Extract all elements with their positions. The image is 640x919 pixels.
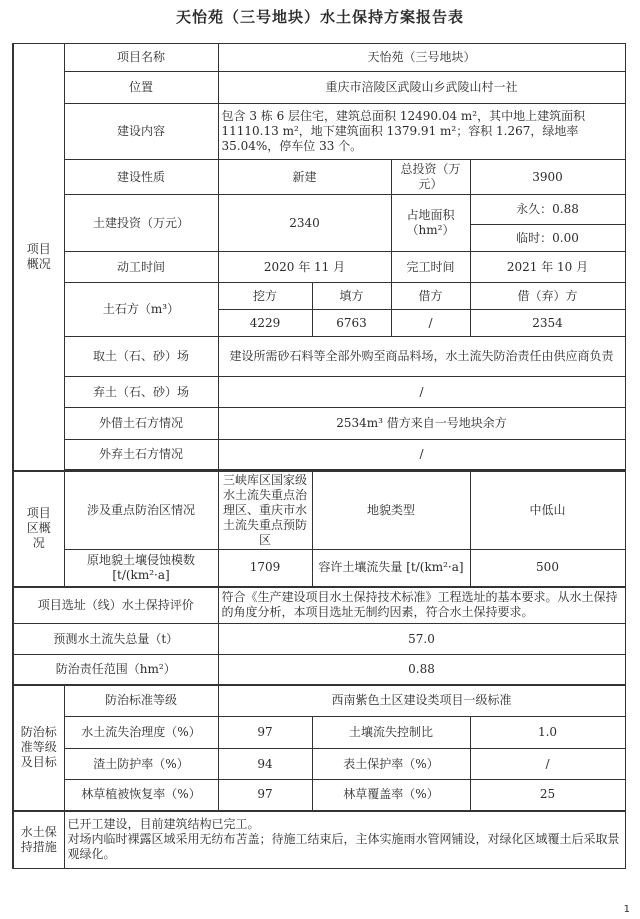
label-content: 建设内容 <box>64 104 218 160</box>
section-label-measures: 水土保 持措施 <box>13 811 64 869</box>
label-borrow-site: 取土（石、砂）场 <box>64 337 218 377</box>
target-value: 25 <box>470 780 625 811</box>
value-spoil-site: / <box>218 377 625 408</box>
label-civil-invest: 土建投资（万元） <box>64 195 218 252</box>
label-responsibility-scope: 防治责任范围（hm²） <box>13 655 218 685</box>
label-landform: 地貌类型 <box>312 471 470 550</box>
section-label-overview: 项目 概况 <box>13 44 64 472</box>
report-table <box>12 43 626 869</box>
page-number: 1 <box>623 904 630 915</box>
label-land-area: 占地面积（hm²） <box>391 195 470 252</box>
value-erosion: 1709 <box>218 550 312 587</box>
value-ext-spoil: / <box>218 440 625 470</box>
label-key-zone: 涉及重点防治区情况 <box>64 471 218 550</box>
value-content: 包含 3 栋 6 层住宅，建筑总面积 12490.04 m²，其中地上建筑面积 11110.13 m²，地下建筑面积 1379.91 m²；容积 1.267，绿地率 35.04%，停车位 33 个。 <box>218 104 625 160</box>
value-project-name: 天怡苑（三号地块） <box>218 44 625 72</box>
target-value: 1.0 <box>470 717 625 749</box>
section-label-area: 项目 区概 况 <box>13 471 64 587</box>
value-responsibility-scope: 0.88 <box>218 655 625 685</box>
value-temporary-area: 临时：0.00 <box>470 225 625 252</box>
label-location: 位置 <box>64 72 218 104</box>
value-predicted-loss: 57.0 <box>218 624 625 655</box>
value-allowable: 500 <box>470 550 625 587</box>
label-predicted-loss: 预测水土流失总量（t） <box>13 624 218 655</box>
label-nature: 建设性质 <box>64 160 218 195</box>
target-value: 97 <box>218 717 312 749</box>
label-start-time: 动工时间 <box>64 252 218 283</box>
label-project-name: 项目名称 <box>64 44 218 72</box>
label-grade: 防治标准等级 <box>64 685 218 717</box>
value-total-invest: 3900 <box>470 160 625 195</box>
label-erosion: 原地貌土壤侵蚀模数 [t/(km²·a] <box>64 550 218 587</box>
value-fill: 6763 <box>312 310 391 337</box>
label-spoil-site: 弃土（石、砂）场 <box>64 377 218 408</box>
value-excavation: 4229 <box>218 310 312 337</box>
target-label: 表土保护率（%） <box>312 749 470 780</box>
value-borrow-site: 建设所需砂石料等全部外购至商品料场，水土流失防治责任由供应商负责 <box>218 337 625 377</box>
target-label: 渣土防护率（%） <box>64 749 218 780</box>
value-borrow-spoil: 2354 <box>470 310 625 337</box>
value-start-time: 2020 年 11 月 <box>218 252 391 283</box>
label-total-invest: 总投资（万元） <box>391 160 470 195</box>
value-location: 重庆市涪陵区武陵山乡武陵山村一社 <box>218 72 625 104</box>
target-label: 水土流失治理度（%） <box>64 717 218 749</box>
target-value: / <box>470 749 625 780</box>
label-site-assessment: 项目选址（线）水土保持评价 <box>13 587 218 624</box>
document-title: 天怡苑（三号地块）水土保持方案报告表 <box>175 8 464 26</box>
header-fill: 填方 <box>312 283 391 310</box>
header-excavation: 挖方 <box>218 283 312 310</box>
label-ext-spoil: 外弃土石方情况 <box>64 440 218 470</box>
label-allowable: 容许土壤流失量 [t/(km²·a] <box>312 550 470 587</box>
value-key-zone: 三峡库区国家级水土流失重点治理区、重庆市水土流失重点预防区 <box>218 471 312 550</box>
value-nature: 新建 <box>218 160 391 195</box>
value-ext-borrow: 2534m³ 借方来自一号地块余方 <box>218 408 625 440</box>
label-earthwork: 土石方（m³） <box>64 283 218 337</box>
header-borrow-spoil: 借（弃）方 <box>470 283 625 310</box>
header-borrow: 借方 <box>391 283 470 310</box>
value-site-assessment: 符合《生产建设项目水土保持技术标准》工程选址的基本要求。从水土保持的角度分析，本项目选址无制约因素，符合水土保持要求。 <box>218 587 625 624</box>
target-value: 94 <box>218 749 312 780</box>
value-borrow: / <box>391 310 470 337</box>
target-label: 林草植被恢复率（%） <box>64 780 218 811</box>
target-label: 林草覆盖率（%） <box>312 780 470 811</box>
value-permanent-area: 永久：0.88 <box>470 195 625 225</box>
value-landform: 中低山 <box>470 471 625 550</box>
section-label-targets: 防治标 准等级 及目标 <box>13 685 64 811</box>
label-ext-borrow: 外借土石方情况 <box>64 408 218 440</box>
target-label: 土壤流失控制比 <box>312 717 470 749</box>
value-end-time: 2021 年 10 月 <box>470 252 625 283</box>
target-value: 97 <box>218 780 312 811</box>
value-grade: 西南紫色土区建设类项目一级标准 <box>218 685 625 717</box>
value-measures: 已开工建设，目前建筑结构已完工。 对场内临时裸露区域采用无纺布苫盖；待施工结束后，主体实施雨水管网铺设，对绿化区域覆土后采取景观绿化。 <box>64 811 625 869</box>
label-end-time: 完工时间 <box>391 252 470 283</box>
value-civil-invest: 2340 <box>218 195 391 252</box>
